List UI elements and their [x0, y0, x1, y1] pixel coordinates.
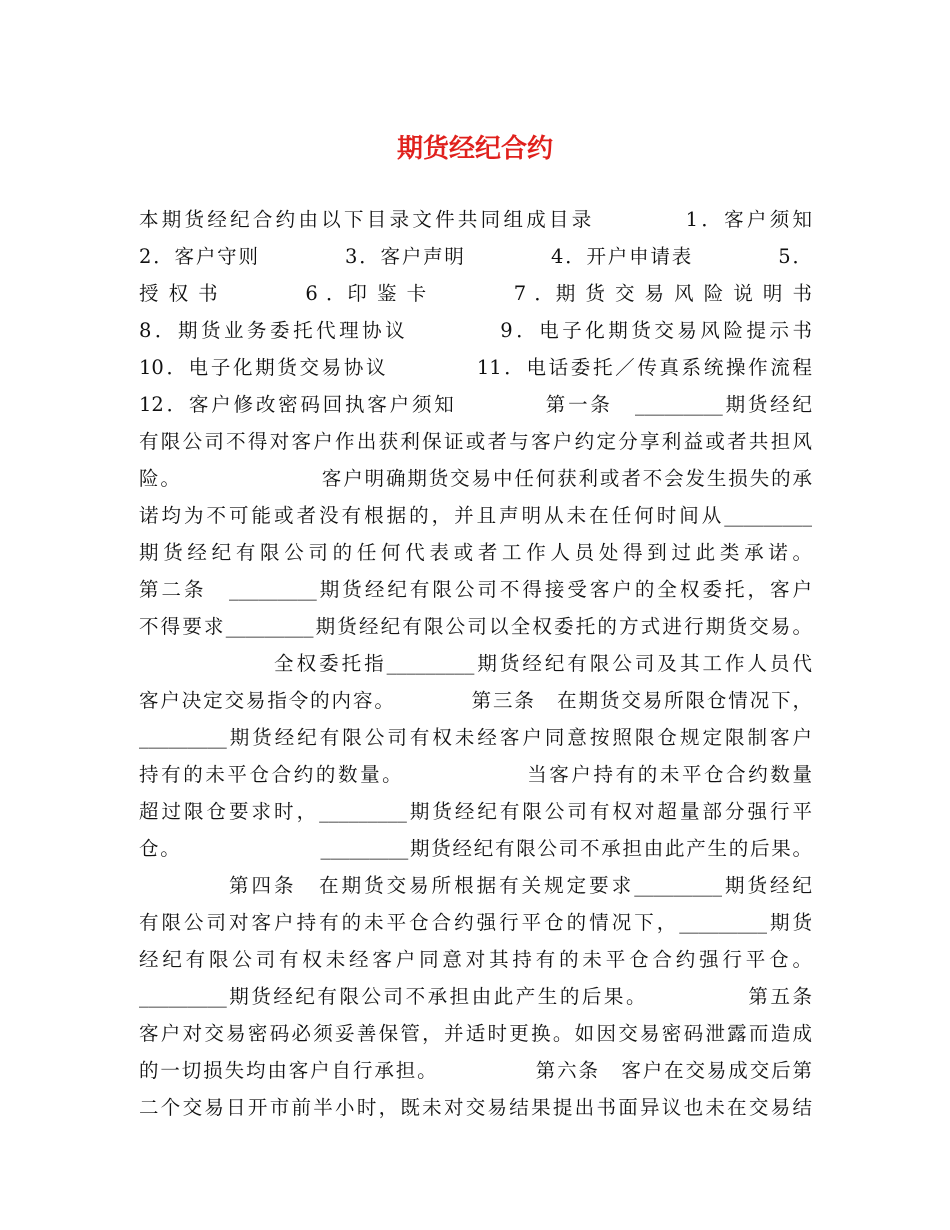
text-line: _________期货经纪有限公司不承担由此产生的后果。 第五条 [139, 985, 812, 1008]
text-line: 本期货经纪合约由以下目录文件共同组成目录 1．客户须知 [139, 208, 812, 231]
text-line: 10．电子化期货交易协议 11．电话委托／传真系统操作流程 [139, 356, 812, 379]
text-line: 不得要求_________期货经纪有限公司以全权委托的方式进行期货交易。 [139, 615, 812, 638]
text-line: 期货经纪有限公司的任何代表或者工作人员处得到过此类承诺。 [139, 541, 812, 564]
document-body [139, 201, 812, 1126]
text-line: 的一切损失均由客户自行承担。 第六条 客户在交易成交后第 [139, 1059, 812, 1082]
document-title: 期货经纪合约 [396, 134, 553, 164]
text-line: 诺均为不可能或者没有根据的，并且声明从未在任何时间从_________ [139, 504, 812, 527]
text-line: 持有的未平仓合约的数量。 当客户持有的未平仓合约数量 [139, 763, 812, 786]
text-line: 有限公司不得对客户作出获利保证或者与客户约定分享利益或者共担风 [139, 430, 812, 453]
text-line: 全权委托指_________期货经纪有限公司及其工作人员代 [139, 652, 812, 675]
text-line: 超过限仓要求时，_________期货经纪有限公司有权对超量部分强行平 [139, 800, 812, 823]
text-line: 授 权 书 6 ．印 鉴 卡 7 ．期 货 交 易 风 险 说 明 书 [139, 282, 812, 305]
text-line: 第四条 在期货交易所根据有关规定要求_________期货经纪 [139, 874, 812, 897]
text-line: 仓。 _________期货经纪有限公司不承担由此产生的后果。 [139, 837, 812, 860]
text-line: 12．客户修改密码回执客户须知 第一条 _________期货经纪 [139, 393, 812, 416]
text-line: 客户对交易密码必须妥善保管，并适时更换。如因交易密码泄露而造成 [139, 1022, 812, 1045]
text-line: 8．期货业务委托代理协议 9．电子化期货交易风险提示书 [139, 319, 812, 342]
text-line: 有限公司对客户持有的未平仓合约强行平仓的情况下，_________期货 [139, 911, 812, 934]
text-line: 第二条 _________期货经纪有限公司不得接受客户的全权委托，客户 [139, 578, 812, 601]
text-line: 客户决定交易指令的内容。 第三条 在期货交易所限仓情况下， [139, 689, 812, 712]
text-line: _________期货经纪有限公司有权未经客户同意按照限仓规定限制客户 [139, 726, 812, 749]
text-line: 2．客户守则 3．客户声明 4．开户申请表 5． [139, 245, 812, 268]
text-line: 经纪有限公司有权未经客户同意对其持有的未平仓合约强行平仓。 [139, 948, 812, 971]
text-line: 二个交易日开市前半小时，既未对交易结果提出书面异议也未在交易结 [139, 1096, 812, 1119]
text-line: 险。 客户明确期货交易中任何获利或者不会发生损失的承 [139, 467, 812, 490]
